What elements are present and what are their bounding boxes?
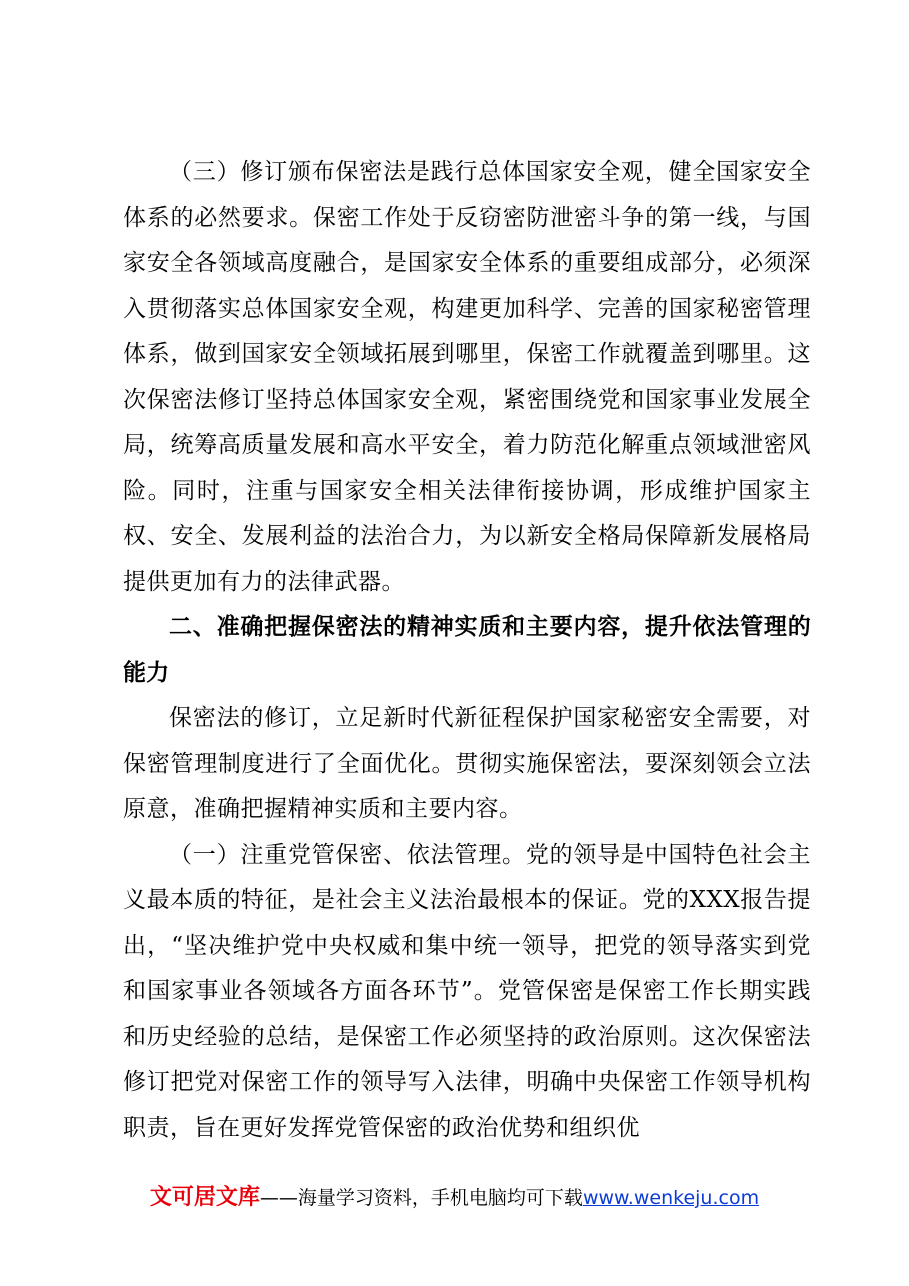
- paragraph-section-2-intro: 保密法的修订，立足新时代新征程保护国家秘密安全需要，对保密管理制度进行了全面优化。贯彻实施保密法，要深刻领会立法原意，准确把握精神实质和主要内容。: [123, 705, 811, 822]
- section-heading-2: 二、准确把握保密法的精神实质和主要内容，提升依法管理的能力: [123, 614, 811, 686]
- footer-tagline: ——海量学习资料，手机电脑均可下载: [259, 1187, 583, 1209]
- paragraph-3-national-security: （三）修订颁布保密法是践行总体国家安全观，健全国家安全体系的必然要求。保密工作处于反窃密防泄密斗争的第一线，与国家安全各领域高度融合，是国家安全体系的重要组成部分，必须深入贯彻落实总体国家安全观，构建更加科学、完善的国家秘密管理体系，做到国家安全领域拓展到哪里，保密工作就覆盖到哪里。这次保密法修订坚持总体国家安全观，紧密围绕党和国家事业发展全局，统筹高质量发展和高水平安全，着力防范化解重点领域泄密风险。同时，注重与国家安全相关法律衔接协调，形成维护国家主权、安全、发展利益的法治合力，为以新安全格局保障新发展格局提供更加有力的法律武器。: [123, 159, 811, 595]
- footer-banner: [0, 1180, 909, 1211]
- footer-brand: 文可居文库: [149, 1185, 260, 1210]
- paragraph-1-party-leadership: （一）注重党管保密、依法管理。党的领导是中国特色社会主义最本质的特征，是社会主义法治最根本的保证。党的XXX报告提出，“坚决维护党中央权威和集中统一领导，把党的领导落实到党和国家事业各领域各方面各环节”。党管保密是保密工作长期实践和历史经验的总结，是保密工作必须坚持的政治原则。这次保密法修订把党对保密工作的领导写入法律，明确中央保密工作领导机构职责，旨在更好发挥党管保密的政治优势和组织优: [123, 841, 811, 1141]
- document-body: [123, 150, 811, 1151]
- footer-site-link[interactable]: www.wenkeju.com: [582, 1187, 760, 1209]
